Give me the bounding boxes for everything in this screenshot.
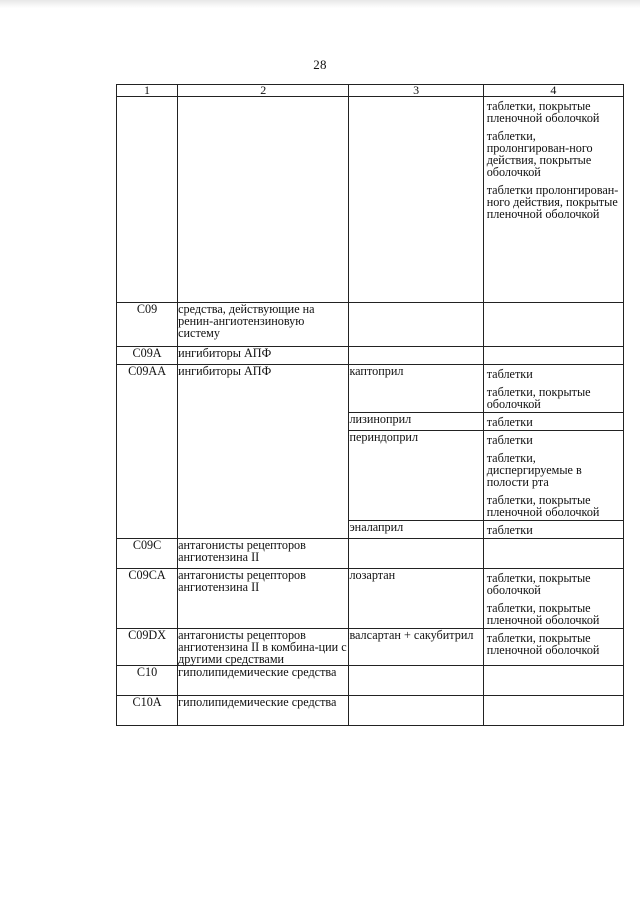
dosage-form: таблетки, покрытые оболочкой <box>486 571 591 597</box>
column-header-3: 3 <box>349 85 483 97</box>
table-row-c09aa <box>117 365 624 413</box>
cell-drug <box>349 666 483 696</box>
table-row-continuation <box>117 97 624 303</box>
group-name: ингибиторы АПФ <box>178 365 349 539</box>
drug-name: эналаприл <box>349 521 483 539</box>
page-number: 28 <box>313 57 327 72</box>
table-row-c09ca <box>117 569 624 629</box>
cell-drug <box>349 97 483 303</box>
cell-name <box>178 97 349 303</box>
dosage-form: таблетки <box>486 433 533 447</box>
cell-forms <box>483 666 623 696</box>
dosage-form: таблетки, покрытые пленочной оболочкой <box>486 493 600 519</box>
cell-drug <box>349 539 483 569</box>
drug-name: каптоприл <box>349 365 483 413</box>
column-header-1: 1 <box>117 85 178 97</box>
dosage-form: таблетки пролонгирован-ного действия, покрытые пленочной оболочкой <box>486 183 619 221</box>
dosage-form: таблетки, покрытые пленочной оболочкой <box>486 601 600 627</box>
table-row-c10 <box>117 666 624 696</box>
cell-forms <box>483 97 623 303</box>
scan-edge <box>0 0 640 8</box>
dosage-form: таблетки, диспергируемые в полости рта <box>486 451 582 489</box>
cell-drug <box>349 347 483 365</box>
cell-forms <box>483 413 623 431</box>
atc-code: C09DX <box>117 629 178 666</box>
group-name: антагонисты рецепторов ангиотензина II <box>178 539 349 569</box>
cell-drug <box>349 696 483 726</box>
group-name: ингибиторы АПФ <box>178 347 349 365</box>
table-row-c10a <box>117 696 624 726</box>
table-row-c09c <box>117 539 624 569</box>
cell-forms <box>483 365 623 413</box>
group-name: средства, действующие на ренин-ангиотензиновую систему <box>178 303 349 347</box>
dosage-form: таблетки, покрытые пленочной оболочкой <box>486 99 600 125</box>
group-name: антагонисты рецепторов ангиотензина II в комбина-ции с другими средствами <box>178 629 349 666</box>
drug-name: лозартан <box>349 569 483 629</box>
dosage-form: таблетки, покрытые пленочной оболочкой <box>486 631 600 657</box>
column-header-2: 2 <box>178 85 349 97</box>
drug-name: лизиноприл <box>349 413 483 431</box>
atc-code: C10 <box>117 666 178 696</box>
drug-name: периндоприл <box>349 431 483 521</box>
group-name: гиполипидемические средства <box>178 696 349 726</box>
column-header-4: 4 <box>483 85 623 97</box>
atc-code: C09C <box>117 539 178 569</box>
dosage-form: таблетки <box>486 367 533 381</box>
column-header-row <box>117 85 624 97</box>
drug-table <box>116 84 624 726</box>
cell-forms <box>483 629 623 666</box>
table-row-c09 <box>117 303 624 347</box>
table-row-c09a <box>117 347 624 365</box>
group-name: гиполипидемические средства <box>178 666 349 696</box>
cell-drug <box>349 303 483 347</box>
cell-forms <box>483 539 623 569</box>
cell-forms <box>483 303 623 347</box>
cell-code <box>117 97 178 303</box>
atc-code: C09CA <box>117 569 178 629</box>
group-name: антагонисты рецепторов ангиотензина II <box>178 569 349 629</box>
dosage-form: таблетки, пролонгирован-ного действия, покрытые оболочкой <box>486 129 593 179</box>
dosage-form: таблетки, покрытые оболочкой <box>486 385 591 411</box>
table-row-c09dx <box>117 629 624 666</box>
atc-code: C09AA <box>117 365 178 539</box>
dosage-form: таблетки <box>486 415 533 429</box>
atc-code: C10A <box>117 696 178 726</box>
cell-forms <box>483 696 623 726</box>
atc-code: C09 <box>117 303 178 347</box>
dosage-form: таблетки <box>486 523 533 537</box>
cell-forms <box>483 521 623 539</box>
cell-forms <box>483 569 623 629</box>
atc-code: C09A <box>117 347 178 365</box>
cell-forms <box>483 347 623 365</box>
drug-name: валсартан + сакубитрил <box>349 629 483 666</box>
cell-forms <box>483 431 623 521</box>
